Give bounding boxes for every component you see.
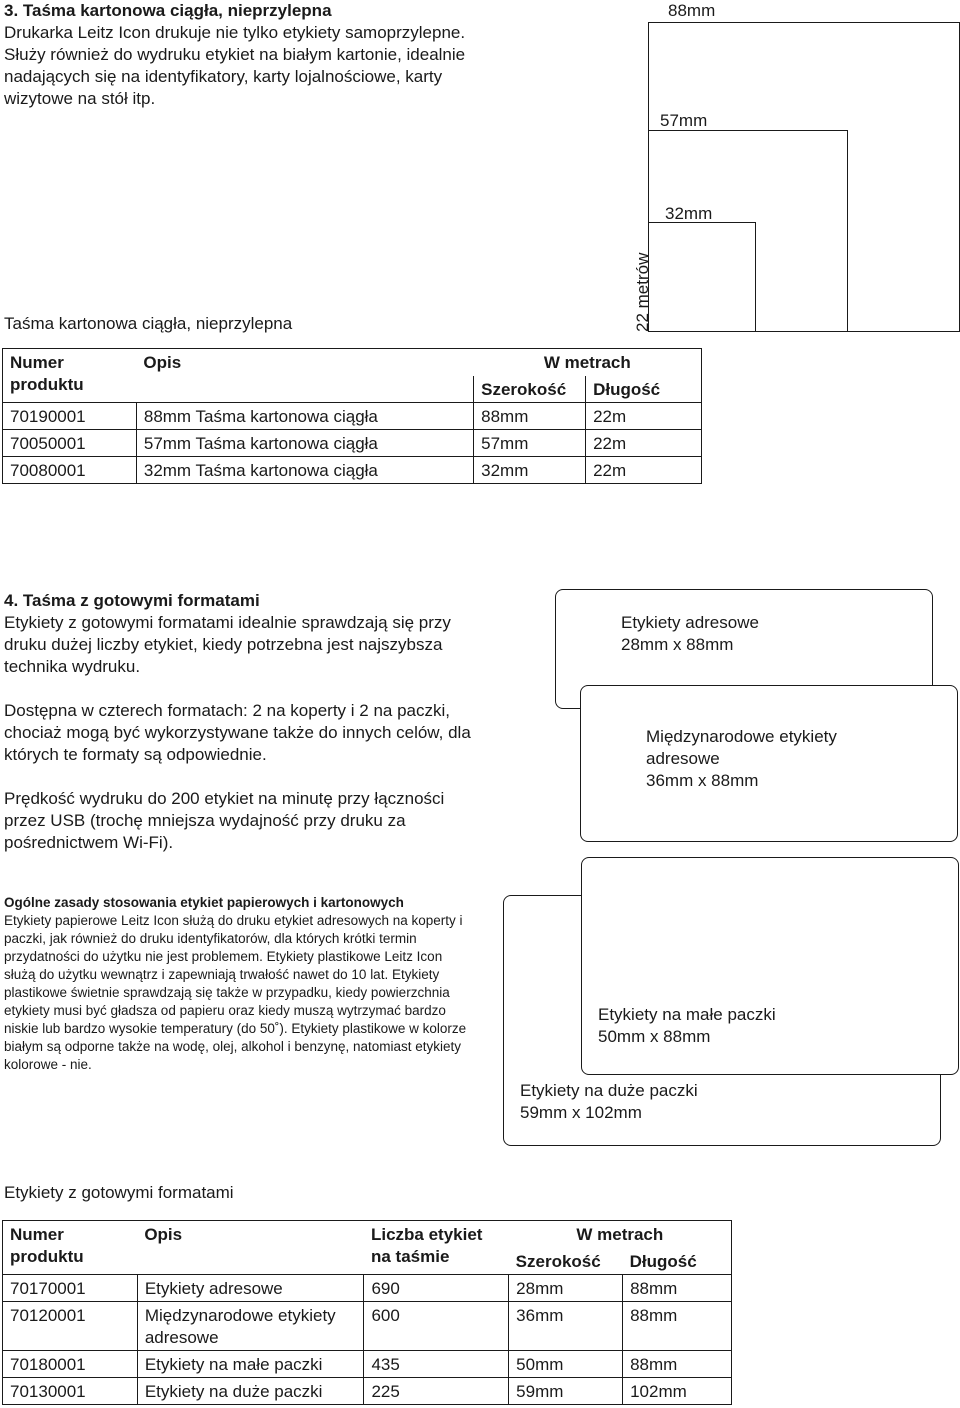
- section4-paragraph-1: Etykiety z gotowymi formatami idealnie sprawdzają się przy druku dużej liczby etykiet, kiedy potrzebna jest najszybsza technika wydruku.: [4, 613, 451, 676]
- width-32mm-label: 32mm: [665, 204, 713, 223]
- cell-length: 88mm: [623, 1275, 732, 1302]
- length-22m-label: 22 metrów: [633, 252, 652, 332]
- small-parcel-label-card: [581, 857, 959, 1075]
- col-header-meters: W metrach: [576, 1225, 664, 1244]
- section3-title: 3. Taśma kartonowa ciągła, nieprzylepna: [4, 1, 332, 20]
- general-rules-body: Etykiety papierowe Leitz Icon służą do druku etykiet adresowych na koperty i paczki, jak również do druku identyfikatorów, dla których krótki termin przydatności do użytku nie jest problemem. Etykiety plastikowe Leitz Icon służą do użytku wewnątrz i zapewniają trwałość nawet do 10 lat. Etykiety plastikowe świetnie sprawdzają się także w przypadku, kiedy powierzchnia etykiety musi być gładsza od papieru oraz kiedy muszą wytrzymać bardzo niskie lub bardzo wysokie temperatury (do 50˚). Etykiety plastikowe w kolorze białym są odporne także na wodę, olej, alkohol i benzynę, natomiast etykiety kolorowe - nie.: [4, 913, 467, 1072]
- cell-description: Międzynarodowe etykiety adresowe: [137, 1302, 364, 1351]
- section3-description: Drukarka Leitz Icon drukuje nie tylko etykiety samoprzylepne. Służy również do wydruku etykiet na białym kartonie, idealnie nadających się na identyfikatory, karty lojalnościowe, karty wizytowe na stół itp.: [4, 23, 466, 108]
- section3-text: [4, 0, 484, 110]
- international-label-card: [580, 685, 958, 842]
- tape-spec-table: [2, 348, 702, 484]
- small-parcel-label-size: 50mm x 88mm: [598, 1027, 711, 1046]
- international-label-size: 36mm x 88mm: [646, 771, 759, 790]
- table-row: [3, 403, 702, 430]
- cell-count: 225: [364, 1378, 509, 1405]
- cell-number: 70050001: [3, 430, 137, 457]
- cell-description: 57mm Taśma kartonowa ciągła: [136, 430, 473, 457]
- table-row: [3, 430, 702, 457]
- col-header-number: Numer produktu: [10, 353, 84, 394]
- cell-width: 36mm: [509, 1302, 623, 1351]
- formats-table-caption: Etykiety z gotowymi formatami: [4, 1183, 234, 1202]
- col-header-count: Liczba etykiet na taśmie: [370, 1225, 483, 1266]
- tape-32mm-outline: [648, 222, 756, 332]
- cell-number: 70180001: [3, 1351, 138, 1378]
- col-header-description: Opis: [143, 353, 182, 372]
- cell-width: 88mm: [474, 403, 586, 430]
- col-header-description: Opis: [144, 1225, 183, 1244]
- cell-number: 70120001: [3, 1302, 138, 1351]
- table-row: [3, 457, 702, 484]
- cell-length: 22m: [586, 457, 702, 484]
- cell-length: 102mm: [623, 1378, 732, 1405]
- large-parcel-label-size: 59mm x 102mm: [520, 1103, 642, 1122]
- general-rules: [4, 894, 474, 1074]
- cell-count: 690: [364, 1275, 509, 1302]
- cell-description: Etykiety na małe paczki: [137, 1351, 364, 1378]
- address-label-name: Etykiety adresowe: [621, 613, 759, 632]
- general-rules-title: Ogólne zasady stosowania etykiet papierowych i kartonowych: [4, 895, 404, 910]
- international-label-name: Międzynarodowe etykiety adresowe: [646, 727, 837, 768]
- cell-description: 32mm Taśma kartonowa ciągła: [136, 457, 473, 484]
- width-88mm-label: 88mm: [668, 1, 716, 20]
- small-parcel-label-name: Etykiety na małe paczki: [598, 1005, 776, 1024]
- cell-count: 600: [364, 1302, 509, 1351]
- cell-length: 22m: [586, 403, 702, 430]
- cell-description: Etykiety na duże paczki: [137, 1378, 364, 1405]
- cell-width: 32mm: [474, 457, 586, 484]
- tape-table-caption: Taśma kartonowa ciągła, nieprzylepna: [4, 314, 293, 333]
- large-parcel-label-name: Etykiety na duże paczki: [520, 1081, 698, 1100]
- col-header-meters: W metrach: [543, 353, 631, 372]
- cell-width: 59mm: [509, 1378, 623, 1405]
- width-57mm-label: 57mm: [660, 111, 708, 130]
- col-header-width: Szerokość: [474, 376, 586, 403]
- table-row: [3, 1351, 732, 1378]
- cell-description: Etykiety adresowe: [137, 1275, 364, 1302]
- col-header-length: Długość: [586, 376, 702, 403]
- cell-width: 57mm: [474, 430, 586, 457]
- table-row: [3, 1302, 732, 1351]
- formats-spec-table: [2, 1220, 732, 1405]
- cell-number: 70190001: [3, 403, 137, 430]
- cell-length: 88mm: [623, 1302, 732, 1351]
- col-header-length: Długość: [629, 1251, 697, 1271]
- address-label-size: 28mm x 88mm: [621, 635, 734, 654]
- section4-title: 4. Taśma z gotowymi formatami: [4, 591, 260, 610]
- section4-text: [4, 590, 474, 854]
- section4-paragraph-2: Dostępna w czterech formatach: 2 na koperty i 2 na paczki, chociaż mogą być wykorzystywane także do innych celów, dla których te formaty są odpowiednie.: [4, 701, 471, 764]
- cell-width: 28mm: [509, 1275, 623, 1302]
- cell-number: 70170001: [3, 1275, 138, 1302]
- col-header-width: Szerokość: [515, 1251, 601, 1271]
- cell-description: 88mm Taśma kartonowa ciągła: [136, 403, 473, 430]
- cell-length: 88mm: [623, 1351, 732, 1378]
- cell-length: 22m: [586, 430, 702, 457]
- cell-count: 435: [364, 1351, 509, 1378]
- section4-paragraph-3: Prędkość wydruku do 200 etykiet na minutę przy łączności przez USB (trochę mniejsza wydajność przy druku za pośrednictwem Wi-Fi).: [4, 789, 445, 852]
- table-row: [3, 1378, 732, 1405]
- cell-number: 70130001: [3, 1378, 138, 1405]
- cell-number: 70080001: [3, 457, 137, 484]
- cell-width: 50mm: [509, 1351, 623, 1378]
- table-row: [3, 1275, 732, 1302]
- col-header-number: Numer produktu: [10, 1225, 84, 1266]
